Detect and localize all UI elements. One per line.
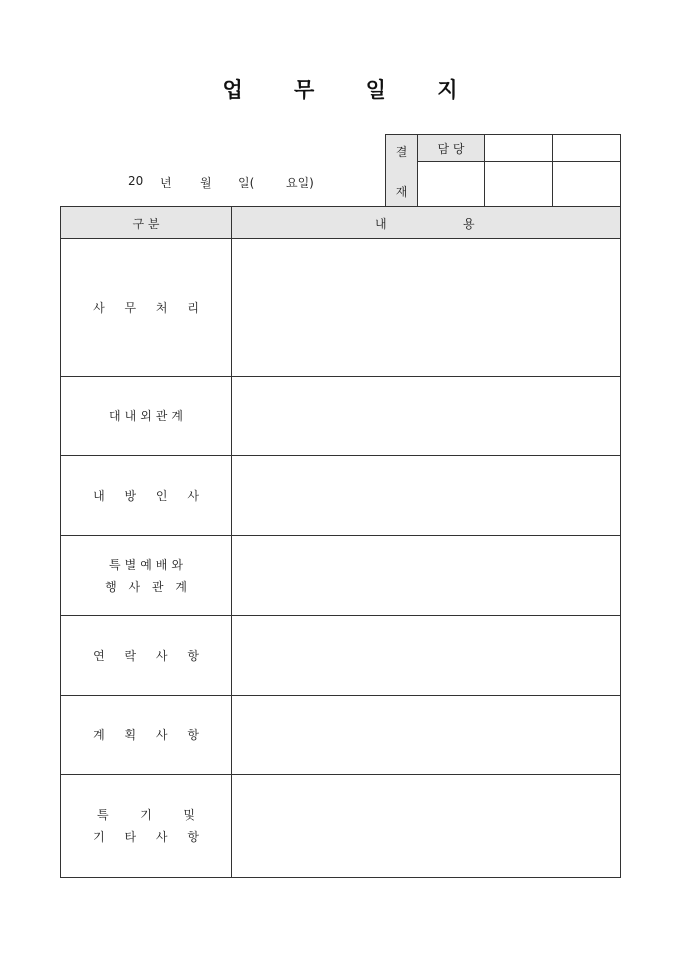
date-day-label: 일( xyxy=(238,176,255,190)
date-year-prefix[interactable]: 20 xyxy=(128,174,144,188)
row-category-contact-items xyxy=(61,616,231,695)
work-log-table xyxy=(60,206,621,878)
row-content-external-relations[interactable] xyxy=(232,377,620,455)
row-category-special-and-other xyxy=(61,775,231,877)
approval-box xyxy=(385,134,621,206)
row-category-label: 행 사 관 계 xyxy=(105,579,191,594)
row-content-office-work[interactable] xyxy=(232,239,620,376)
header-content-part2: 용 xyxy=(463,217,475,231)
row-category-special-services xyxy=(61,536,231,615)
row-content-special-services[interactable] xyxy=(232,536,620,615)
date-year-label: 년 xyxy=(160,176,172,190)
header-content-part1: 내 xyxy=(375,217,387,231)
row-content-visitors[interactable] xyxy=(232,456,620,535)
row-category-external-relations xyxy=(61,377,231,455)
row-category-visitors xyxy=(61,456,231,535)
row-category-label: 대내외관계 xyxy=(109,409,187,423)
approval-col-manager-header: 담 당 xyxy=(437,142,465,156)
row-category-label: 사 무 처 리 xyxy=(93,300,207,315)
approval-sign-manager[interactable] xyxy=(418,162,484,206)
approval-sign-2[interactable] xyxy=(485,162,552,206)
row-content-special-and-other[interactable] xyxy=(232,775,620,877)
approval-label-bottom: 재 xyxy=(395,185,408,199)
row-category-plan-items xyxy=(61,696,231,774)
row-category-label: 특별예배와 xyxy=(109,557,187,572)
approval-sign-3[interactable] xyxy=(553,162,620,206)
row-category-label: 계 획 사 항 xyxy=(93,728,207,742)
header-category: 구 분 xyxy=(132,217,160,231)
approval-label-top: 결 xyxy=(395,145,408,159)
date-month-label: 월 xyxy=(200,176,212,190)
row-category-label: 내 방 인 사 xyxy=(93,488,207,503)
date-weekday-label: 요일) xyxy=(286,176,314,190)
document-title: 업 무 일 지 xyxy=(222,77,480,102)
row-content-plan-items[interactable] xyxy=(232,696,620,774)
row-category-label: 특 기 및 xyxy=(96,808,204,822)
row-category-office-work xyxy=(61,239,231,376)
row-content-contact-items[interactable] xyxy=(232,616,620,695)
row-category-label: 기 타 사 항 xyxy=(93,830,207,844)
row-category-label: 연 락 사 항 xyxy=(93,648,207,663)
